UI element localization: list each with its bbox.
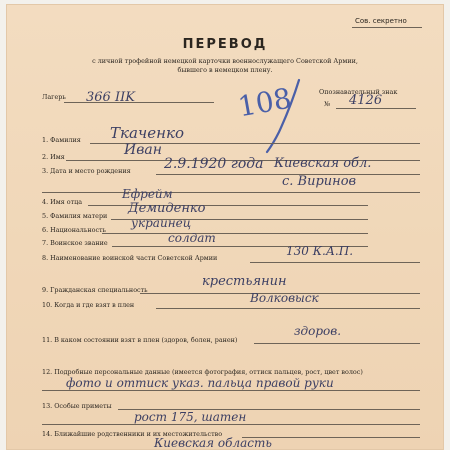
field-mother-value: Демиденко [128, 201, 206, 216]
field-birth-village: с. Виринов [282, 174, 357, 189]
id-number-sign: № [324, 100, 331, 108]
field-profession-value: крестьянин [202, 274, 287, 289]
field-father-value: Ефрейм [122, 187, 173, 201]
field-condition-label: 11. В каком состоянии взят в плен (здоров, болен, ранен) [42, 336, 238, 344]
field-surname-value: Ткаченко [110, 124, 184, 142]
field-relatives-label: 14. Ближайшие родственники и их местожительство [42, 430, 223, 438]
id-mark-line [336, 108, 416, 109]
field-personal-value: фото и оттиск указ. пальца правой руки [66, 376, 334, 390]
document-page [6, 4, 444, 450]
field-captured-value: Волковыск [250, 291, 319, 305]
field-unit-value: 130 К.А.П. [286, 244, 354, 258]
field-mother-label: 5. Фамилия матери [42, 212, 108, 220]
field-nationality-label: 6. Национальность [42, 226, 107, 234]
field-nationality-line [102, 233, 368, 234]
field-birth-value: 2.9.1920 года [164, 156, 264, 172]
field-birth-line2 [42, 192, 420, 193]
pen-slash-mark [261, 76, 303, 156]
field-nationality-value: украинец [131, 216, 192, 230]
id-mark-label: Опознавательный знак [319, 88, 398, 96]
field-features-line2 [42, 424, 420, 425]
field-rank-label: 7. Воинское звание [42, 239, 108, 247]
document-title: ПЕРЕВОД [182, 37, 268, 52]
field-rank-value: солдат [168, 231, 216, 245]
field-personal-line [42, 390, 420, 391]
field-captured-label: 10. Когда и где взят в плен [42, 301, 135, 309]
camp-value: 366 IIK [86, 90, 135, 105]
field-relatives-value: Киевская область [154, 436, 272, 450]
field-features-value: рост 175, шатен [134, 410, 247, 424]
stamp-underline [352, 27, 422, 28]
secrecy-stamp: Сов. секретно [355, 17, 407, 25]
field-name-label: 2. Имя [42, 153, 65, 161]
field-captured-line [156, 308, 420, 309]
field-surname-label: 1. Фамилия [42, 136, 81, 144]
field-condition-line [254, 343, 420, 344]
id-mark-value: 4126 [349, 93, 383, 108]
field-birth-label: 3. Дата и место рождения [42, 167, 131, 175]
field-personal-label: 12. Подробные персональные данные (имеется фотография, оттиск пальцев, рост, цвет волос) [42, 368, 363, 376]
field-name-value: Иван [124, 142, 162, 158]
field-father-label: 4. Имя отца [42, 198, 83, 206]
camp-label: Лагерь [42, 93, 66, 101]
field-condition-value: здоров. [294, 324, 342, 338]
field-unit-line [250, 262, 420, 263]
handwritten-number: 108 [235, 81, 294, 124]
document-subtitle-line1: с личной трофейной немецкой карточки военнослужащего Советской Армии, [92, 57, 358, 65]
field-unit-label: 8. Наименование воинской части Советской Армии [42, 254, 218, 262]
field-birth-region: Киевская обл. [274, 156, 372, 171]
document-subtitle-line2: бывшего в немецком плену. [177, 66, 273, 74]
field-features-label: 13. Особые приметы [42, 402, 112, 410]
field-profession-label: 9. Гражданская специальность [42, 286, 148, 294]
